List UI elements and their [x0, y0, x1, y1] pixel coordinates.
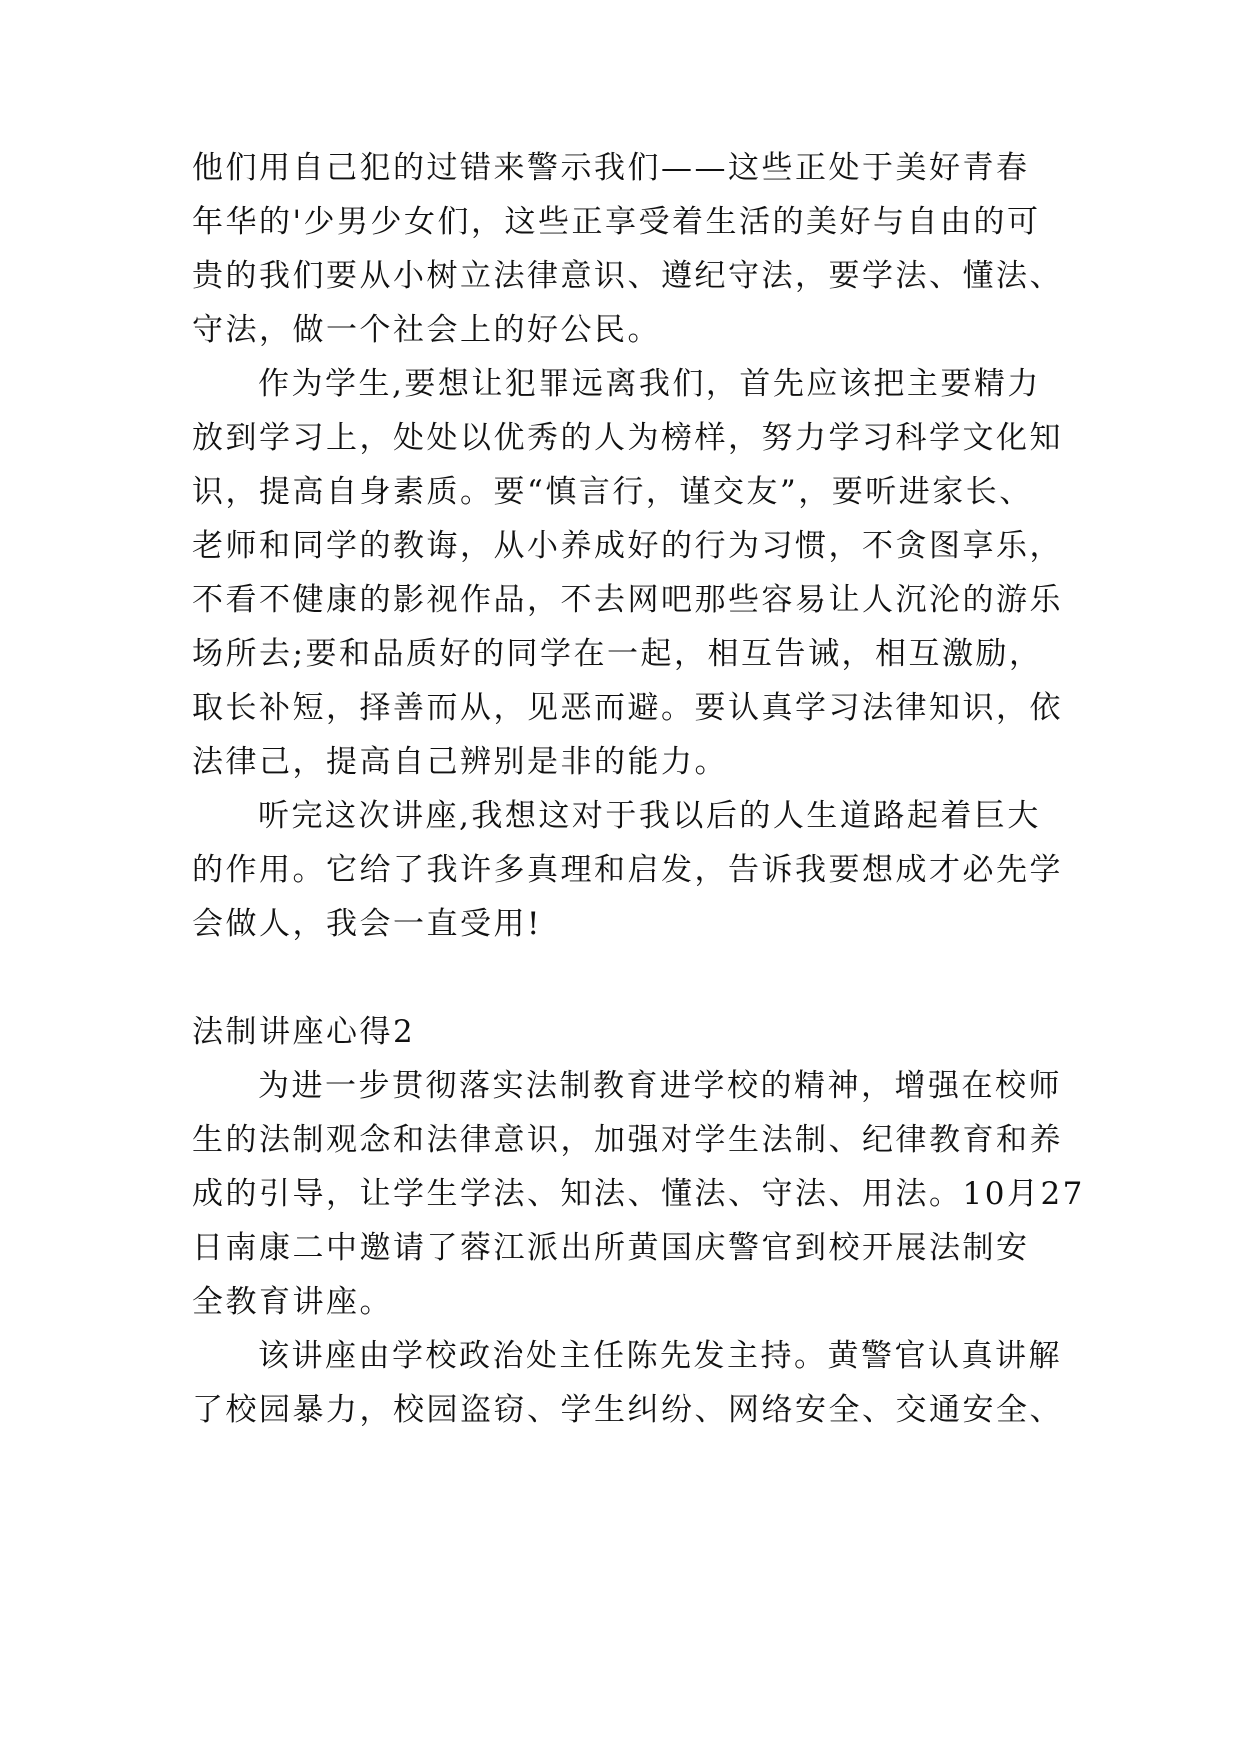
text-line: 他们用自己犯的过错来警示我们——这些正处于美好青春	[192, 150, 1030, 186]
text-line: 作为学生,要想让犯罪远离我们，首先应该把主要精力	[258, 366, 1041, 402]
text-line: 放到学习上，处处以优秀的人为榜样，努力学习科学文化知	[192, 420, 1063, 456]
text-line: 日南康二中邀请了蓉江派出所黄国庆警官到校开展法制安	[192, 1230, 1030, 1266]
section-title: 法制讲座心得2	[192, 1014, 416, 1050]
text-line: 全教育讲座。	[192, 1284, 393, 1320]
text-line: 年华的'少男少女们，这些正享受着生活的美好与自由的可	[192, 204, 1041, 240]
text-line: 的作用。它给了我许多真理和启发，告诉我要想成才必先学	[192, 852, 1063, 888]
text-line: 了校园暴力，校园盗窃、学生纠纷、网络安全、交通安全、	[192, 1392, 1063, 1428]
text-line: 取长补短，择善而从，见恶而避。要认真学习法律知识，依	[192, 690, 1063, 726]
text-line: 场所去;要和品质好的同学在一起，相互告诫，相互激励，	[192, 636, 1043, 672]
text-line: 守法，做一个社会上的好公民。	[192, 312, 661, 348]
text-line: 该讲座由学校政治处主任陈先发主持。黄警官认真讲解	[258, 1338, 1062, 1374]
text-line: 听完这次讲座,我想这对于我以后的人生道路起着巨大	[258, 798, 1041, 834]
text-line: 生的法制观念和法律意识，加强对学生法制、纪律教育和养	[192, 1122, 1063, 1158]
text-line: 老师和同学的教诲，从小养成好的行为习惯，不贪图享乐，	[192, 528, 1063, 564]
text-line: 不看不健康的影视作品，不去网吧那些容易让人沉沦的游乐	[192, 582, 1063, 618]
text-line: 成的引导，让学生学法、知法、懂法、守法、用法。10月27	[192, 1176, 1085, 1212]
text-line: 为进一步贯彻落实法制教育进学校的精神，增强在校师	[258, 1068, 1062, 1104]
text-line: 贵的我们要从小树立法律意识、遵纪守法，要学法、懂法、	[192, 258, 1063, 294]
text-line: 法律己，提高自己辨别是非的能力。	[192, 744, 728, 780]
text-line: 识，提高自身素质。要“慎言行，谨交友”，要听进家长、	[192, 474, 1033, 510]
text-line: 会做人，我会一直受用!	[192, 906, 542, 942]
